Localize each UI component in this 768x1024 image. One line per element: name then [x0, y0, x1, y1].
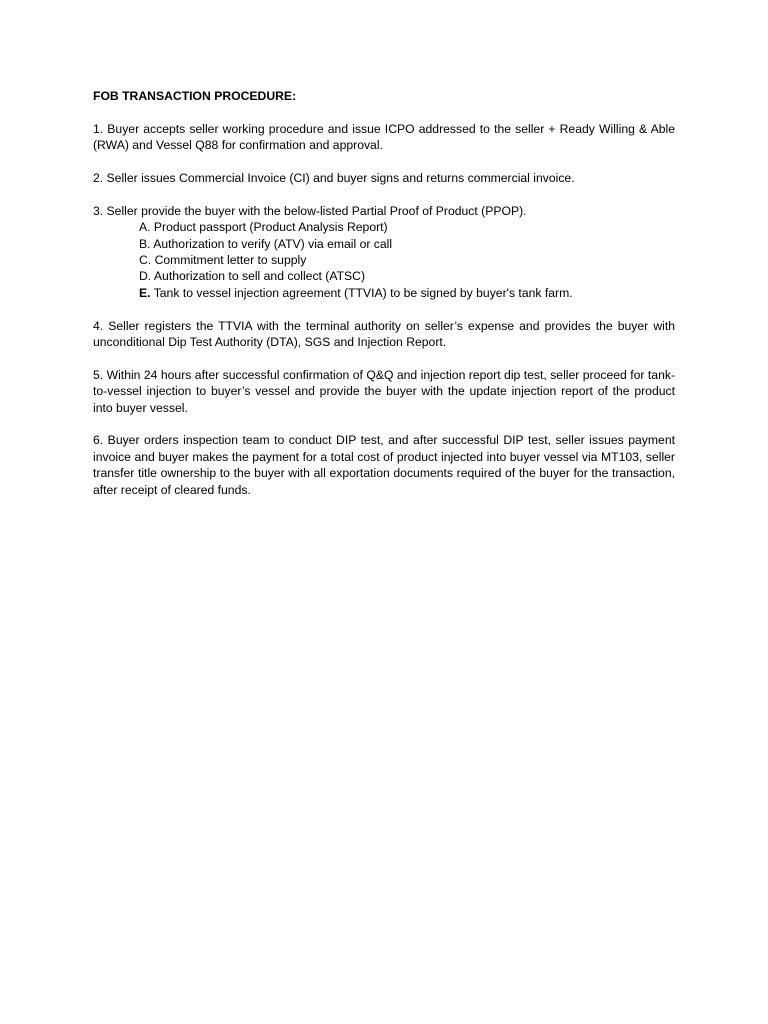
step-3-text: 3. Seller provide the buyer with the below-listed Partial Proof of Product (PPOP).: [93, 203, 527, 218]
ppop-list: [93, 219, 675, 301]
ppop-item-text: Commitment letter to supply: [154, 253, 307, 268]
ppop-item-text: Authorization to verify (ATV) via email or call: [153, 236, 393, 251]
ppop-item-letter: C.: [139, 253, 152, 268]
ppop-item-text: Tank to vessel injection agreement (TTVIA) to be signed by buyer's tank farm.: [153, 285, 573, 300]
ppop-item-text: Product passport (Product Analysis Report): [153, 220, 388, 235]
step-4-text: 4. Seller registers the TTVIA with the terminal authority on seller’s expense and provides the buyer with unconditional Dip Test Authority (DTA), SGS and Injection Report.: [93, 318, 675, 350]
ppop-item-letter: A.: [139, 220, 151, 235]
step-5-text: 5. Within 24 hours after successful confirmation of Q&Q and injection report dip test, seller proceed for tank-to-vessel injection to buyer’s vessel and provide the buyer with the update injection report of the product into buyer vessel.: [93, 367, 675, 415]
document-title: FOB TRANSACTION PROCEDURE:: [93, 89, 297, 103]
ppop-item-letter: E.: [139, 285, 151, 300]
ppop-item-letter: B.: [139, 236, 151, 251]
step-2-text: 2. Seller issues Commercial Invoice (CI) and buyer signs and returns commercial invoice.: [93, 171, 575, 185]
ppop-item: [139, 236, 675, 252]
step-1-text: 1. Buyer accepts seller working procedure and issue ICPO addressed to the seller + Ready Willing & Able (RWA) and Vessel Q88 for confirmation and approval.: [93, 121, 675, 153]
ppop-item: [139, 268, 675, 284]
ppop-item: [139, 219, 675, 235]
ppop-item-text: Authorization to sell and collect (ATSC): [153, 269, 366, 284]
ppop-item: [139, 285, 675, 301]
step-6-text: 6. Buyer orders inspection team to conduct DIP test, and after successful DIP test, seller issues payment invoice and buyer makes the payment for a total cost of product injected into buyer vessel via MT103, seller transfer title ownership to the buyer with all exportation documents required of the buyer for the transaction, after receipt of cleared funds.: [93, 433, 675, 497]
ppop-item: [139, 252, 675, 268]
ppop-item-letter: D.: [139, 269, 152, 284]
document-page: [93, 88, 675, 514]
